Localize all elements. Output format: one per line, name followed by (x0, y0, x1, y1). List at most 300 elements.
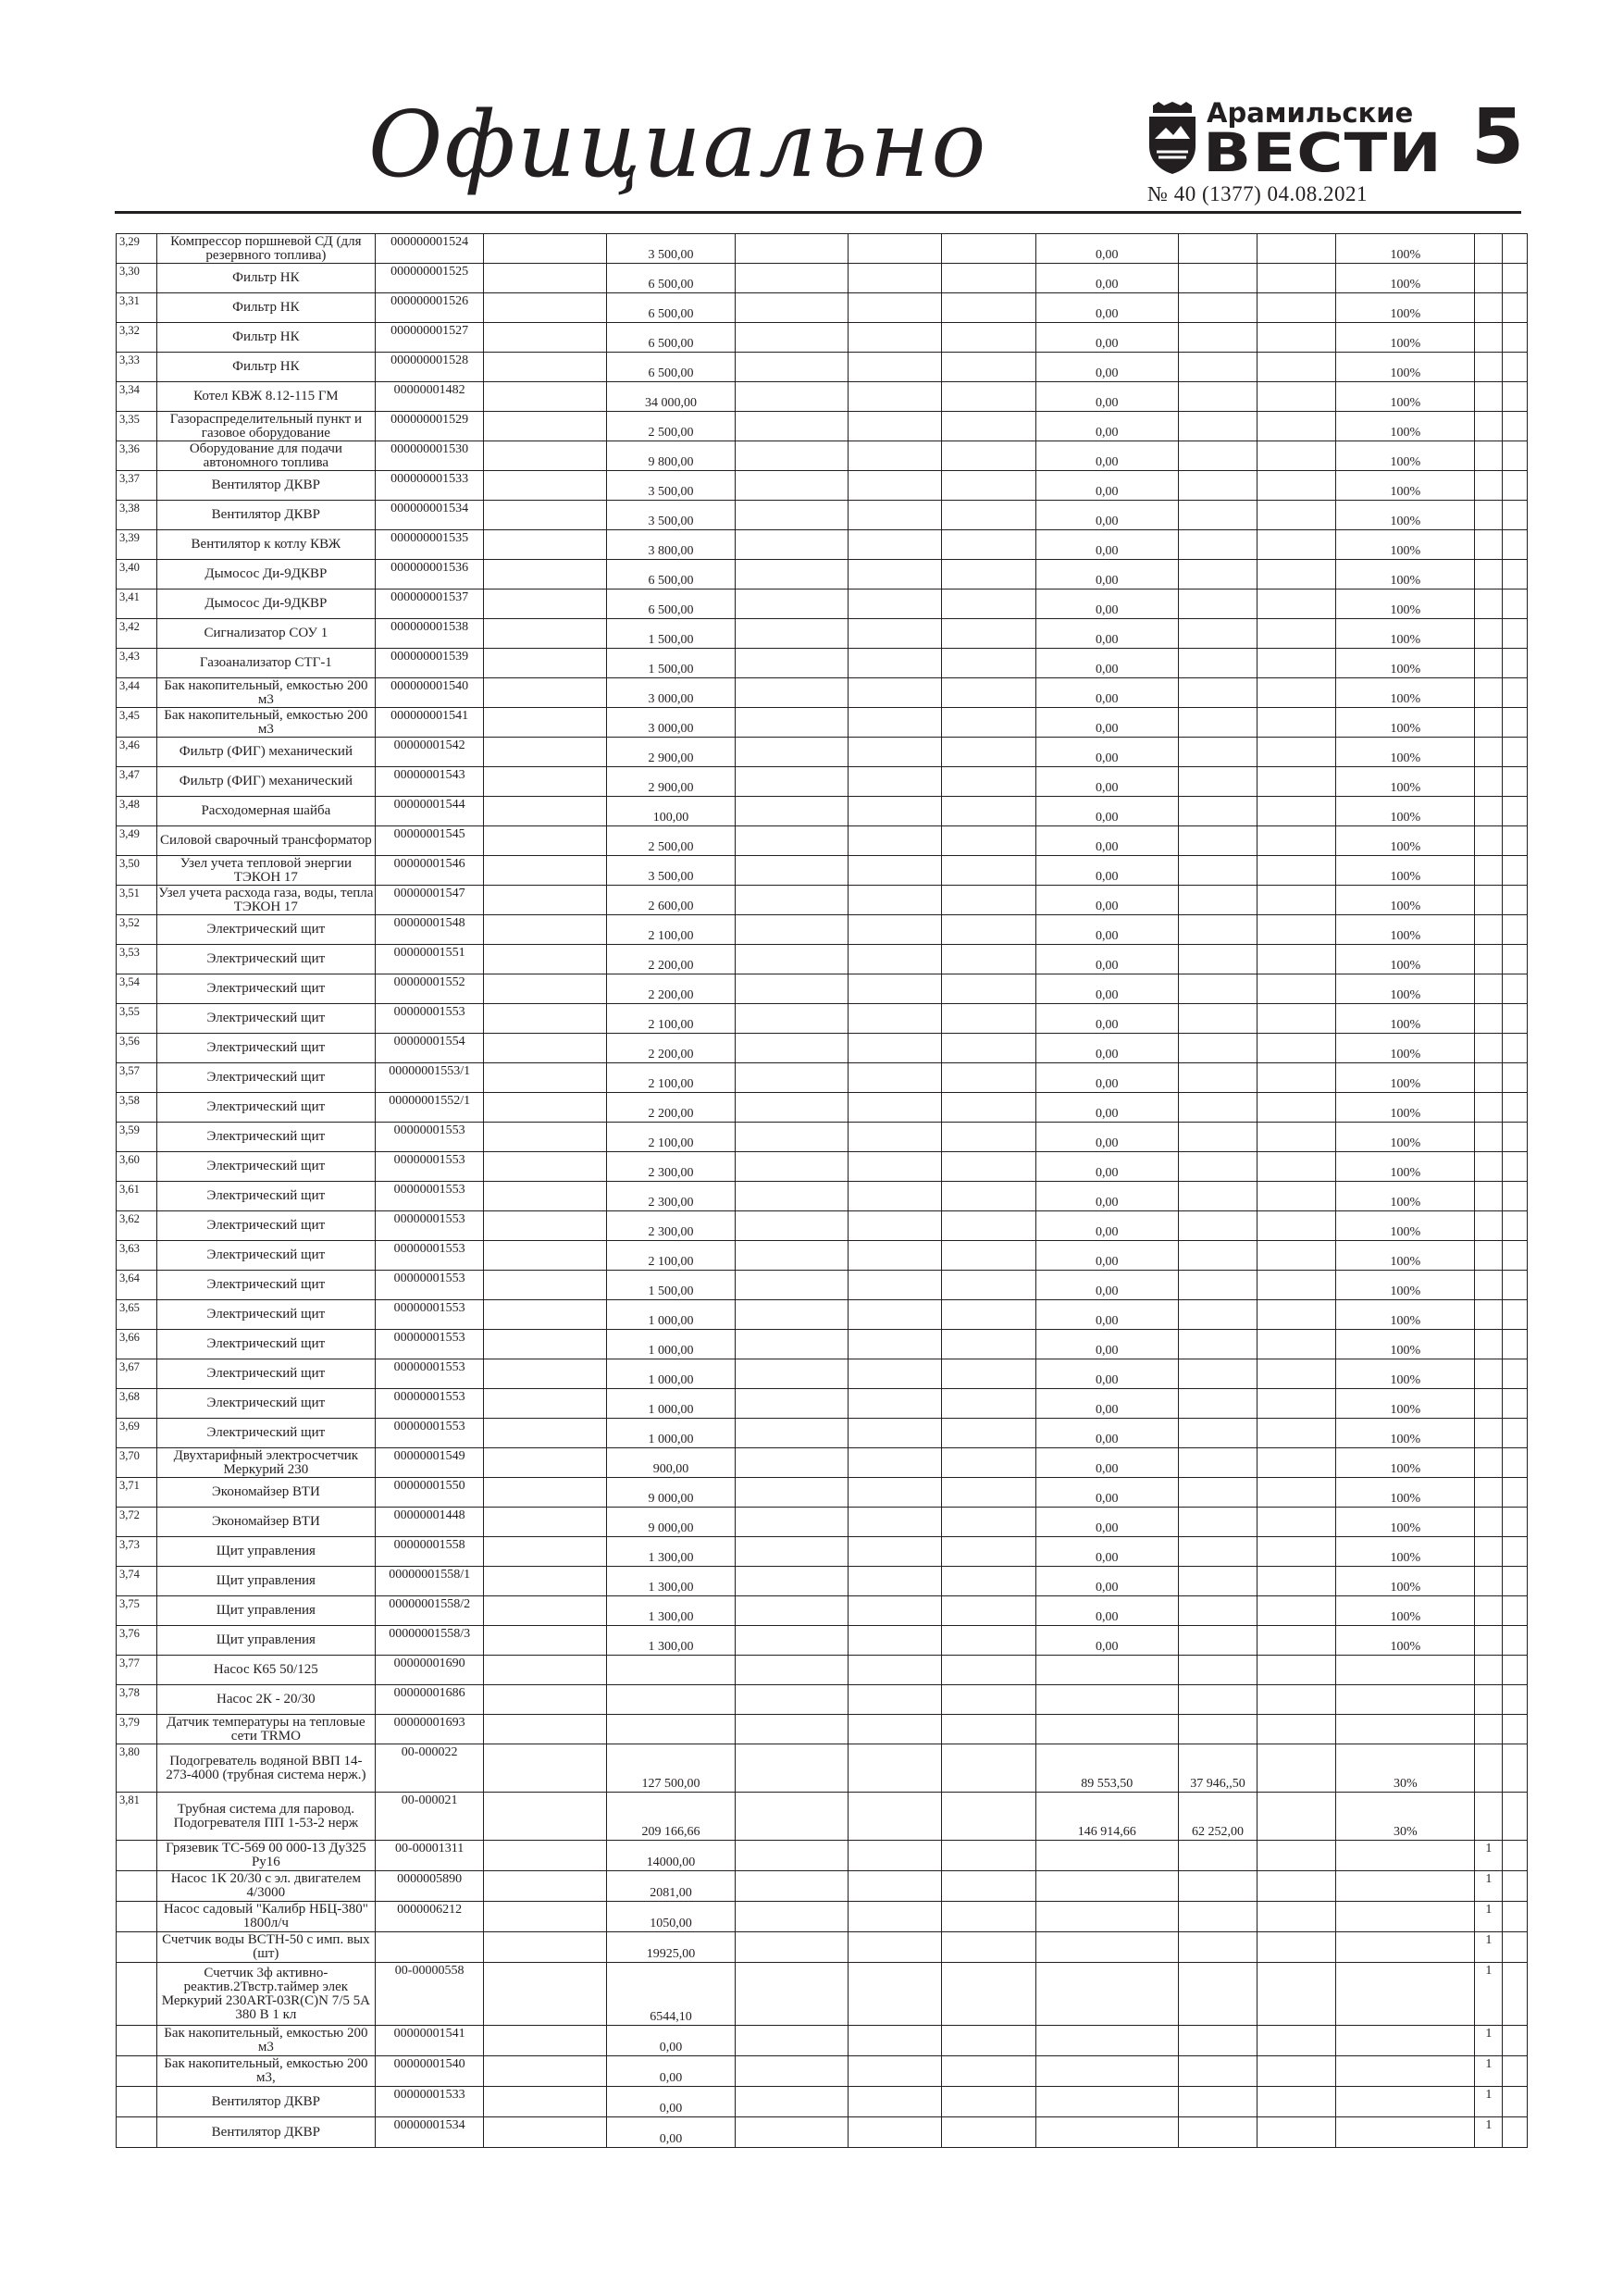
empty-cell (1258, 1715, 1336, 1744)
residual-value (1178, 560, 1257, 590)
inventory-code: 0000005890 (376, 1871, 484, 1902)
quantity (1475, 1123, 1503, 1152)
residual-value (1178, 1537, 1257, 1567)
empty-cell (942, 353, 1035, 382)
quantity (1475, 678, 1503, 708)
depreciation-value: 146 914,66 (1035, 1793, 1178, 1841)
empty-cell (1503, 1793, 1528, 1841)
page-number: 5 (1471, 93, 1525, 181)
empty-cell (942, 1567, 1035, 1596)
table-row (117, 1448, 1528, 1478)
item-name: Вентилятор ДКВР (156, 471, 375, 501)
empty-cell (484, 1963, 607, 2026)
table-row (117, 590, 1528, 619)
empty-cell (484, 501, 607, 530)
quantity (1475, 1330, 1503, 1359)
row-number: 3,40 (117, 560, 157, 590)
empty-cell (942, 1359, 1035, 1389)
depreciation-percent: 100% (1336, 1034, 1475, 1063)
table-row (117, 1093, 1528, 1123)
item-name: Электрический щит (156, 974, 375, 1004)
residual-value (1178, 323, 1257, 353)
residual-value (1178, 2087, 1257, 2117)
quantity: 1 (1475, 2087, 1503, 2117)
item-name: Датчик температуры на тепловые сети TRMO (156, 1715, 375, 1744)
depreciation-percent: 100% (1336, 619, 1475, 649)
book-value (607, 1715, 735, 1744)
empty-cell (942, 2117, 1035, 2148)
empty-cell (1503, 2056, 1528, 2087)
depreciation-value (1035, 1902, 1178, 1932)
empty-cell (1503, 1211, 1528, 1241)
quantity (1475, 1419, 1503, 1448)
residual-value (1178, 856, 1257, 886)
empty-cell (484, 2056, 607, 2087)
row-number (117, 1871, 157, 1902)
row-number: 3,77 (117, 1656, 157, 1685)
empty-cell (942, 1902, 1035, 1932)
book-value: 1 500,00 (607, 619, 735, 649)
row-number: 3,55 (117, 1004, 157, 1034)
residual-value (1178, 353, 1257, 382)
quantity (1475, 530, 1503, 560)
empty-cell (735, 1004, 848, 1034)
empty-cell (1503, 649, 1528, 678)
depreciation-percent: 100% (1336, 1596, 1475, 1626)
row-number: 3,71 (117, 1478, 157, 1508)
depreciation-percent: 30% (1336, 1744, 1475, 1793)
item-name: Щит управления (156, 1596, 375, 1626)
item-name: Электрический щит (156, 1211, 375, 1241)
inventory-code: 00000001553 (376, 1123, 484, 1152)
item-name: Узел учета тепловой энергии ТЭКОН 17 (156, 856, 375, 886)
item-name: Газораспределительный пункт и газовое оборудование (156, 412, 375, 441)
empty-cell (849, 1419, 942, 1448)
residual-value (1178, 2056, 1257, 2087)
row-number: 3,56 (117, 1034, 157, 1063)
depreciation-percent: 100% (1336, 797, 1475, 826)
empty-cell (484, 1478, 607, 1508)
empty-cell (942, 1093, 1035, 1123)
row-number: 3,43 (117, 649, 157, 678)
empty-cell (735, 412, 848, 441)
row-number (117, 2087, 157, 2117)
empty-cell (849, 382, 942, 412)
depreciation-percent: 100% (1336, 1330, 1475, 1359)
item-name: Бак накопительный, емкостью 200 м3 (156, 2026, 375, 2056)
residual-value (1178, 2117, 1257, 2148)
empty-cell (484, 738, 607, 767)
empty-cell (1503, 738, 1528, 767)
empty-cell (849, 590, 942, 619)
empty-cell (1258, 1182, 1336, 1211)
item-name: Трубная система для паровод. Подогревателя ПП 1-53-2 нерж (156, 1793, 375, 1841)
inventory-code: 0000006212 (376, 1902, 484, 1932)
book-value: 0,00 (607, 2056, 735, 2087)
empty-cell (942, 264, 1035, 293)
empty-cell (484, 590, 607, 619)
empty-cell (849, 1330, 942, 1359)
empty-cell (942, 1871, 1035, 1902)
book-value: 0,00 (607, 2117, 735, 2148)
depreciation-percent: 100% (1336, 826, 1475, 856)
depreciation-value: 0,00 (1035, 560, 1178, 590)
empty-cell (849, 1123, 942, 1152)
inventory-code: 00000001533 (376, 2087, 484, 2117)
inventory-code: 00-000022 (376, 1744, 484, 1793)
depreciation-percent: 100% (1336, 1093, 1475, 1123)
depreciation-percent (1336, 2087, 1475, 2117)
empty-cell (1503, 382, 1528, 412)
table-row (117, 1508, 1528, 1537)
book-value: 0,00 (607, 2087, 735, 2117)
empty-cell (849, 1478, 942, 1508)
empty-cell (735, 590, 848, 619)
empty-cell (1258, 856, 1336, 886)
empty-cell (484, 974, 607, 1004)
empty-cell (484, 678, 607, 708)
empty-cell (849, 649, 942, 678)
quantity (1475, 619, 1503, 649)
residual-value (1178, 1963, 1257, 2026)
empty-cell (849, 1359, 942, 1389)
item-name: Расходомерная шайба (156, 797, 375, 826)
empty-cell (1503, 915, 1528, 945)
item-name: Щит управления (156, 1567, 375, 1596)
empty-cell (942, 382, 1035, 412)
inventory-code: 00000001548 (376, 915, 484, 945)
empty-cell (849, 1063, 942, 1093)
residual-value (1178, 708, 1257, 738)
row-number: 3,80 (117, 1744, 157, 1793)
depreciation-value (1035, 1685, 1178, 1715)
depreciation-value: 0,00 (1035, 1596, 1178, 1626)
empty-cell (1258, 1419, 1336, 1448)
row-number: 3,79 (117, 1715, 157, 1744)
empty-cell (484, 1871, 607, 1902)
empty-cell (849, 2026, 942, 2056)
empty-cell (849, 1152, 942, 1182)
table-row (117, 708, 1528, 738)
empty-cell (1258, 1004, 1336, 1034)
empty-cell (942, 915, 1035, 945)
item-name: Фильтр (ФИГ) механический (156, 738, 375, 767)
quantity (1475, 738, 1503, 767)
inventory-code: 00000001542 (376, 738, 484, 767)
item-name: Фильтр НК (156, 264, 375, 293)
empty-cell (484, 856, 607, 886)
depreciation-percent: 100% (1336, 1152, 1475, 1182)
empty-cell (484, 1063, 607, 1093)
empty-cell (1258, 915, 1336, 945)
residual-value (1178, 1063, 1257, 1093)
quantity (1475, 797, 1503, 826)
empty-cell (1503, 1300, 1528, 1330)
empty-cell (1503, 1478, 1528, 1508)
empty-cell (735, 1389, 848, 1419)
empty-cell (735, 619, 848, 649)
residual-value (1178, 649, 1257, 678)
row-number: 3,45 (117, 708, 157, 738)
depreciation-percent: 100% (1336, 264, 1475, 293)
residual-value (1178, 1359, 1257, 1389)
item-name: Электрический щит (156, 1271, 375, 1300)
empty-cell (1258, 1537, 1336, 1567)
item-name: Электрический щит (156, 915, 375, 945)
quantity (1475, 264, 1503, 293)
depreciation-value: 0,00 (1035, 856, 1178, 886)
depreciation-percent (1336, 2117, 1475, 2148)
row-number: 3,52 (117, 915, 157, 945)
empty-cell (735, 530, 848, 560)
empty-cell (1258, 1963, 1336, 2026)
row-number: 3,81 (117, 1793, 157, 1841)
empty-cell (735, 1478, 848, 1508)
empty-cell (942, 1537, 1035, 1567)
depreciation-percent: 100% (1336, 501, 1475, 530)
inventory-code: 00000001551 (376, 945, 484, 974)
empty-cell (1258, 530, 1336, 560)
item-name: Электрический щит (156, 1034, 375, 1063)
empty-cell (1503, 1626, 1528, 1656)
table-row (117, 1715, 1528, 1744)
depreciation-percent (1336, 1841, 1475, 1871)
empty-cell (1503, 945, 1528, 974)
inventory-code: 00000001540 (376, 2056, 484, 2087)
depreciation-percent: 100% (1336, 678, 1475, 708)
empty-cell (1258, 1330, 1336, 1359)
empty-cell (1503, 1656, 1528, 1685)
row-number (117, 1963, 157, 2026)
table-row (117, 1182, 1528, 1211)
depreciation-value: 0,00 (1035, 1034, 1178, 1063)
item-name: Электрический щит (156, 1330, 375, 1359)
empty-cell (942, 560, 1035, 590)
empty-cell (1503, 1508, 1528, 1537)
empty-cell (1503, 1902, 1528, 1932)
row-number: 3,50 (117, 856, 157, 886)
empty-cell (1503, 1567, 1528, 1596)
empty-cell (849, 1656, 942, 1685)
empty-cell (735, 1359, 848, 1389)
book-value: 2 300,00 (607, 1211, 735, 1241)
table-row (117, 1656, 1528, 1685)
empty-cell (1503, 1152, 1528, 1182)
empty-cell (849, 1744, 942, 1793)
table-row (117, 471, 1528, 501)
quantity (1475, 1793, 1503, 1841)
residual-value (1178, 1211, 1257, 1241)
table-row (117, 1932, 1528, 1963)
empty-cell (735, 1211, 848, 1241)
table-row (117, 2026, 1528, 2056)
empty-cell (849, 915, 942, 945)
book-value: 1 000,00 (607, 1389, 735, 1419)
quantity (1475, 1063, 1503, 1093)
item-name: Двухтарифный электросчетчик Меркурий 230 (156, 1448, 375, 1478)
book-value: 2 100,00 (607, 915, 735, 945)
empty-cell (484, 1596, 607, 1626)
book-value: 6 500,00 (607, 293, 735, 323)
residual-value (1178, 501, 1257, 530)
empty-cell (1258, 1902, 1336, 1932)
logo-town-name: Арамильские (1207, 97, 1414, 129)
depreciation-value: 0,00 (1035, 441, 1178, 471)
empty-cell (735, 1715, 848, 1744)
empty-cell (735, 826, 848, 856)
inventory-code: 000000001540 (376, 678, 484, 708)
book-value: 1 300,00 (607, 1596, 735, 1626)
table-row (117, 530, 1528, 560)
empty-cell (942, 2026, 1035, 2056)
empty-cell (942, 1419, 1035, 1448)
inventory-code: 00000001690 (376, 1656, 484, 1685)
empty-cell (1503, 1715, 1528, 1744)
inventory-code: 000000001534 (376, 501, 484, 530)
item-name: Электрический щит (156, 1004, 375, 1034)
depreciation-percent (1336, 1871, 1475, 1902)
empty-cell (1258, 1359, 1336, 1389)
inventory-code: 000000001529 (376, 412, 484, 441)
empty-cell (1503, 1389, 1528, 1419)
book-value: 2 100,00 (607, 1241, 735, 1271)
empty-cell (942, 2087, 1035, 2117)
header-divider (115, 211, 1521, 214)
quantity (1475, 353, 1503, 382)
empty-cell (735, 915, 848, 945)
row-number: 3,36 (117, 441, 157, 471)
item-name: Грязевик ТС-569 00 000-13 Ду325 Ру16 (156, 1841, 375, 1871)
item-name: Вентилятор к котлу КВЖ (156, 530, 375, 560)
table-row (117, 1596, 1528, 1626)
inventory-code: 00000001554 (376, 1034, 484, 1063)
empty-cell (942, 1300, 1035, 1330)
book-value: 2 300,00 (607, 1152, 735, 1182)
table-row (117, 1685, 1528, 1715)
depreciation-percent: 100% (1336, 382, 1475, 412)
depreciation-value: 0,00 (1035, 1389, 1178, 1419)
empty-cell (849, 1034, 942, 1063)
book-value: 3 800,00 (607, 530, 735, 560)
empty-cell (484, 1685, 607, 1715)
empty-cell (1258, 1596, 1336, 1626)
depreciation-percent: 100% (1336, 738, 1475, 767)
quantity (1475, 1537, 1503, 1567)
table-row (117, 1359, 1528, 1389)
residual-value (1178, 1448, 1257, 1478)
depreciation-value (1035, 2117, 1178, 2148)
empty-cell (484, 797, 607, 826)
book-value: 9 000,00 (607, 1508, 735, 1537)
book-value: 2 500,00 (607, 412, 735, 441)
depreciation-value: 89 553,50 (1035, 1744, 1178, 1793)
empty-cell (484, 1123, 607, 1152)
empty-cell (942, 678, 1035, 708)
empty-cell (484, 915, 607, 945)
depreciation-percent: 100% (1336, 767, 1475, 797)
depreciation-percent (1336, 2026, 1475, 2056)
item-name: Вентилятор ДКВР (156, 2117, 375, 2148)
empty-cell (484, 1715, 607, 1744)
empty-cell (484, 767, 607, 797)
table-row (117, 2117, 1528, 2148)
table-row (117, 264, 1528, 293)
empty-cell (942, 826, 1035, 856)
empty-cell (484, 471, 607, 501)
row-number: 3,33 (117, 353, 157, 382)
empty-cell (1258, 264, 1336, 293)
empty-cell (1258, 2056, 1336, 2087)
item-name: Фильтр НК (156, 323, 375, 353)
depreciation-value: 0,00 (1035, 797, 1178, 826)
empty-cell (1503, 471, 1528, 501)
empty-cell (1258, 1300, 1336, 1330)
depreciation-value (1035, 1841, 1178, 1871)
depreciation-percent: 100% (1336, 886, 1475, 915)
row-number (117, 1932, 157, 1963)
empty-cell (1258, 767, 1336, 797)
row-number: 3,76 (117, 1626, 157, 1656)
item-name: Электрический щит (156, 1152, 375, 1182)
depreciation-percent (1336, 1685, 1475, 1715)
quantity: 1 (1475, 1871, 1503, 1902)
empty-cell (942, 1793, 1035, 1841)
inventory-code: 00000001547 (376, 886, 484, 915)
table-row (117, 501, 1528, 530)
quantity (1475, 323, 1503, 353)
inventory-code: 00000001552 (376, 974, 484, 1004)
quantity (1475, 649, 1503, 678)
book-value: 2 100,00 (607, 1123, 735, 1152)
empty-cell (849, 1448, 942, 1478)
book-value: 6544,10 (607, 1963, 735, 2026)
row-number: 3,31 (117, 293, 157, 323)
quantity (1475, 1271, 1503, 1300)
empty-cell (849, 441, 942, 471)
empty-cell (1258, 1744, 1336, 1793)
row-number: 3,60 (117, 1152, 157, 1182)
depreciation-percent (1336, 1932, 1475, 1963)
depreciation-value: 0,00 (1035, 1182, 1178, 1211)
book-value: 2 200,00 (607, 945, 735, 974)
depreciation-percent: 100% (1336, 945, 1475, 974)
empty-cell (735, 1685, 848, 1715)
empty-cell (942, 1241, 1035, 1271)
empty-cell (942, 708, 1035, 738)
empty-cell (1503, 886, 1528, 915)
empty-cell (1258, 382, 1336, 412)
item-name: Экономайзер ВТИ (156, 1478, 375, 1508)
item-name: Щит управления (156, 1537, 375, 1567)
empty-cell (849, 1508, 942, 1537)
depreciation-value: 0,00 (1035, 945, 1178, 974)
row-number (117, 1841, 157, 1871)
empty-cell (484, 323, 607, 353)
empty-cell (942, 945, 1035, 974)
book-value: 1 500,00 (607, 1271, 735, 1300)
quantity (1475, 945, 1503, 974)
item-name: Экономайзер ВТИ (156, 1508, 375, 1537)
residual-value (1178, 886, 1257, 915)
empty-cell (942, 1330, 1035, 1359)
empty-cell (484, 412, 607, 441)
section-title: Официально (368, 93, 988, 198)
table-row (117, 738, 1528, 767)
table-row (117, 619, 1528, 649)
depreciation-value: 0,00 (1035, 1508, 1178, 1537)
residual-value (1178, 826, 1257, 856)
book-value: 1 300,00 (607, 1567, 735, 1596)
